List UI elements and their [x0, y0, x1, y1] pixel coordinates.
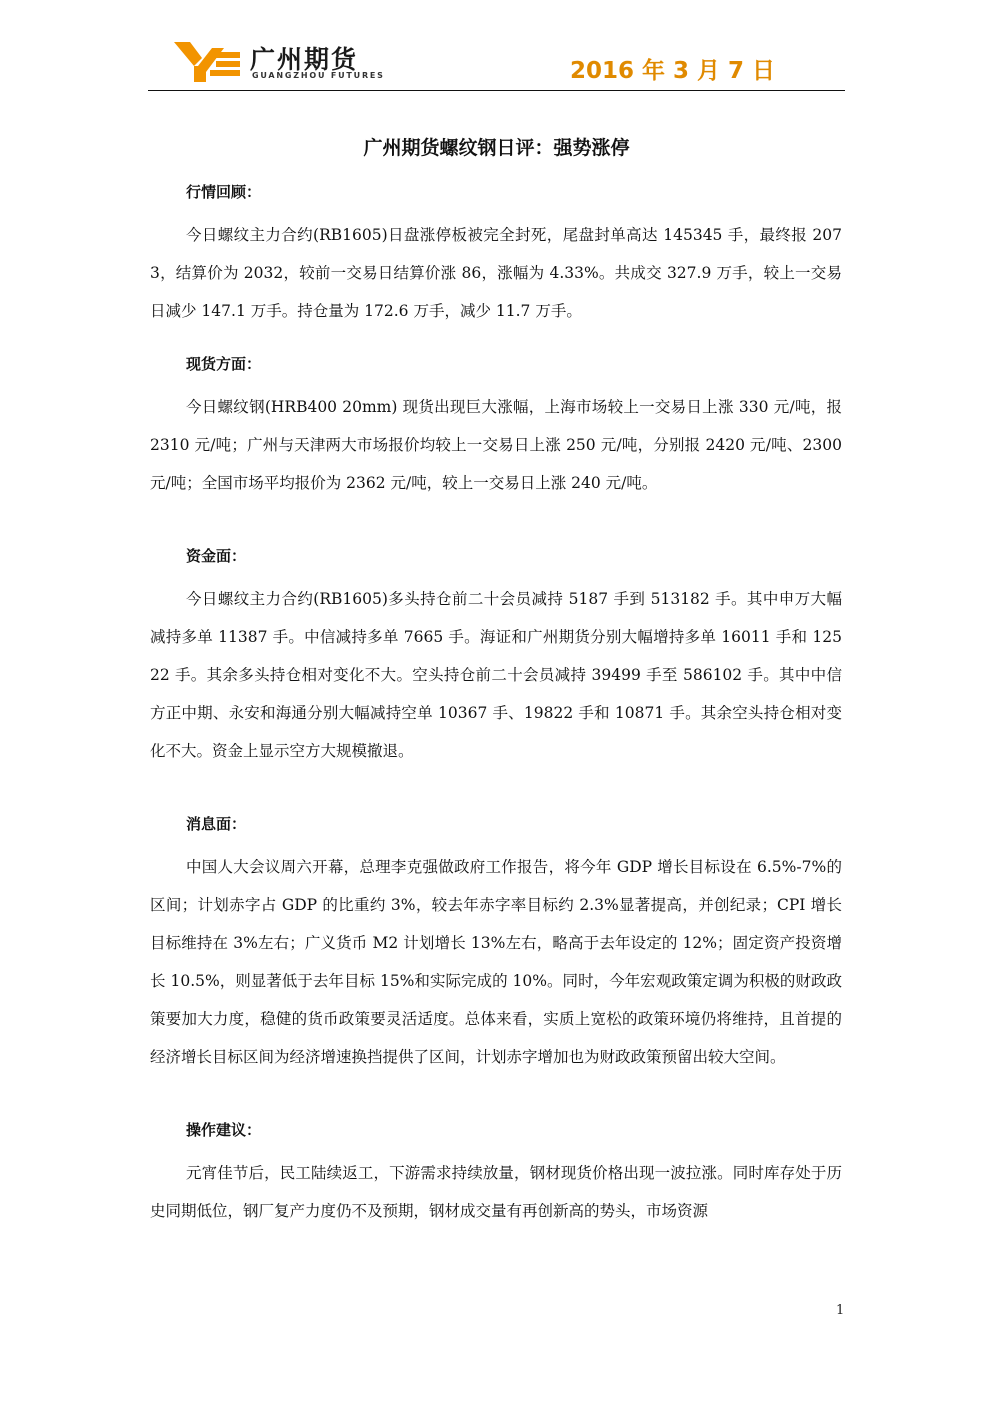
header-divider	[148, 90, 845, 91]
section-funds	[150, 542, 842, 770]
logo-mark-icon	[172, 38, 242, 86]
section-paragraph: 今日螺纹主力合约(RB1605)多头持仓前二十会员减持 5187 手到 513182 手。其中申万大幅减持多单 11387 手。中信减持多单 7665 手。海证和广州期货分别大幅增持多单 16011 手和 12522 手。其余多头持仓相对变化不大。空头持仓前二十会员减持 39499 手至 586102 手。其中中信方正中期、永安和海通分别大幅减持空单 10367 手、19822 手和 10871 手。其余空头持仓相对变化不大。资金上显示空方大规模撤退。	[150, 590, 842, 760]
section-news	[150, 810, 842, 1076]
section-heading: 现货方面：	[186, 355, 262, 373]
section-heading: 操作建议：	[186, 1121, 262, 1139]
report-date: 2016 年 3 月 7 日	[569, 58, 775, 84]
brand-name-chinese: 广州期货	[250, 45, 359, 74]
section-heading: 消息面：	[186, 815, 247, 833]
section-trading-advice	[150, 1116, 842, 1230]
document-title: 广州期货螺纹钢日评：强势涨停	[363, 137, 630, 159]
guangzhou-futures-logo	[172, 38, 385, 86]
document-body	[150, 178, 842, 1230]
section-heading: 行情回顾：	[186, 183, 262, 201]
section-spot-market	[150, 350, 842, 502]
section-market-review	[150, 178, 842, 330]
section-paragraph: 今日螺纹钢(HRB400 20mm) 现货出现巨大涨幅，上海市场较上一交易日上涨 330 元/吨，报 2310 元/吨；广州与天津两大市场报价均较上一交易日上涨 250 元/吨，分别报 2420 元/吨、2300 元/吨；全国市场平均报价为 2362 元/吨，较上一交易日上涨 240 元/吨。	[150, 398, 842, 492]
section-paragraph: 元宵佳节后，民工陆续返工，下游需求持续放量，钢材现货价格出现一波拉涨。同时库存处于历史同期低位，钢厂复产力度仍不及预期，钢材成交量有再创新高的势头，市场资源	[150, 1164, 842, 1220]
section-paragraph: 今日螺纹主力合约(RB1605)日盘涨停板被完全封死，尾盘封单高达 145345 手，最终报 2073，结算价为 2032，较前一交易日结算价涨 86，涨幅为 4.33%。共成交 327.9 万手，较上一交易日减少 147.1 万手。持仓量为 172.6 万手，减少 11.7 万手。	[150, 226, 842, 320]
section-paragraph: 中国人大会议周六开幕，总理李克强做政府工作报告，将今年 GDP 增长目标设在 6.5%-7%的区间；计划赤字占 GDP 的比重约 3%，较去年赤字率目标约 2.3%显著提高，并创纪录；CPI 增长目标维持在 3%左右；广义货币 M2 计划增长 13%左右，略高于去年设定的 12%；固定资产投资增长 10.5%，则显著低于去年目标 15%和实际完成的 10%。同时，今年宏观政策定调为积极的财政政策要加大力度，稳健的货币政策要灵活适度。总体来看，实质上宽松的政策环境仍将维持，且首提的经济增长目标区间为经济增速换挡提供了区间，计划赤字增加也为财政政策预留出较大空间。	[150, 858, 842, 1066]
page-header	[148, 30, 845, 92]
section-heading: 资金面：	[186, 547, 247, 565]
brand-name-english: GUANGZHOU FUTURES	[252, 71, 385, 80]
page-number: 1	[836, 1303, 845, 1318]
